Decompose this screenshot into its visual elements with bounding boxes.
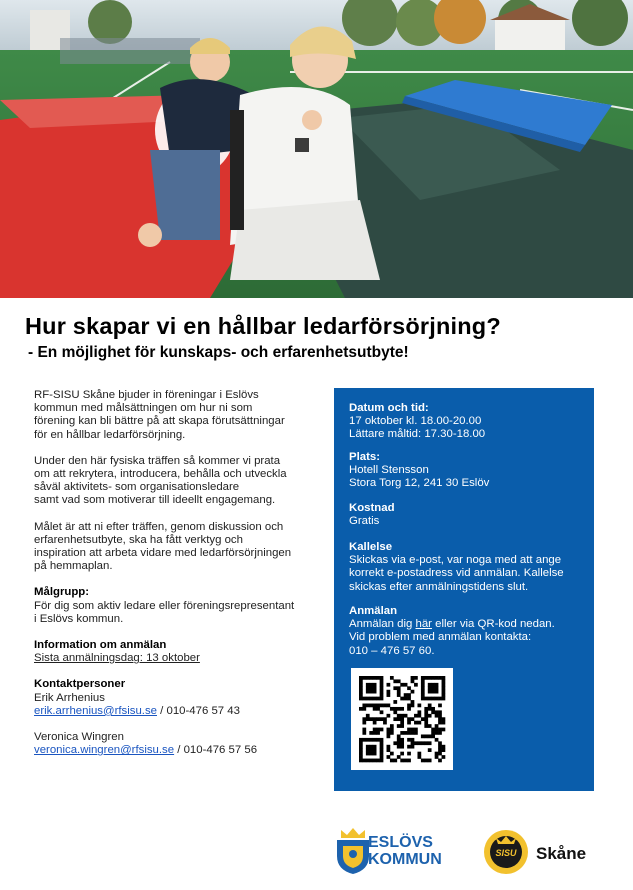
anmalan-pre: Anmälan dig	[349, 618, 416, 631]
anmalan-line-2: Vid problem med anmälan kontakta:	[349, 631, 532, 644]
page-subtitle: - En möjlighet för kunskaps- och erfarenhetsutbyte!	[28, 344, 409, 361]
contact-phone-1: / 010-476 57 43	[156, 704, 240, 717]
qr-code[interactable]	[351, 668, 453, 770]
malgrupp-heading: Målgrupp:	[34, 586, 90, 599]
contact-email-1[interactable]: erik.arrhenius@rfsisu.se	[34, 704, 157, 717]
kostnad-text: Gratis	[349, 515, 380, 528]
deadline-text: Sista anmälningsdag: 13 oktober	[34, 652, 200, 665]
contact-email-2[interactable]: veronica.wingren@rfsisu.se	[34, 744, 175, 757]
intro-paragraph-1: RF-SISU Skåne bjuder in föreningar i Eslövs kommun med målsättningen om hur ni som förening kan bli bättre på att skapa förutsättningar för en hållbar ledarförsörjning.	[34, 389, 285, 441]
eslov-wordmark-line-1: ESLÖVS	[368, 834, 433, 851]
hero-photo	[0, 0, 633, 298]
plats-line-1: Hotell Stensson	[349, 464, 429, 477]
left-column	[34, 389, 296, 770]
kallelse-text: Skickas via e-post, var noga med att ange korrekt e-postadress vid anmälan. Kallelse skickas efter anmälningstidens slut.	[349, 554, 564, 593]
intro-paragraph-3: Målet är att ni efter träffen, genom diskussion och erfarenhetsutbyte, ska ha fått verktyg och inspiration att arbeta vidare med ledarförsörjningen på hemmaplan.	[34, 520, 292, 573]
datum-line-1: 17 oktober kl. 18.00-20.00	[349, 415, 482, 428]
intro-paragraph-2-line-1: Under den här fysiska träffen så kommer vi prata om att rekrytera, introducera, behålla och utveckla såväl aktivitets- som organisationsledare	[34, 454, 287, 494]
intro-paragraph-2	[34, 455, 296, 508]
intro-paragraph-2-line-2: samt vad som motiverar till ideellt engagemang.	[34, 494, 276, 507]
contact-name-1: Erik Arrhenius	[34, 691, 105, 704]
datum-line-2: Lättare måltid: 17.30-18.00	[349, 428, 486, 441]
contact-heading: Kontaktpersoner	[34, 678, 126, 691]
anmalan-info-heading: Information om anmälan	[34, 639, 167, 652]
anmalan-phone: 010 – 476 57 60.	[349, 644, 435, 657]
anmalan-heading: Anmälan	[349, 605, 398, 617]
datum-heading: Datum och tid:	[349, 402, 429, 414]
anmalan-link[interactable]: här	[415, 618, 432, 631]
kallelse-section	[349, 541, 584, 594]
sisu-badge-text: SISU	[495, 848, 517, 858]
eslov-wordmark	[368, 834, 442, 868]
malgrupp-text: För dig som aktiv ledare eller föreningsrepresentant i Eslövs kommun.	[34, 599, 295, 625]
kostnad-section	[349, 502, 584, 528]
malgrupp-section	[34, 586, 296, 626]
page-title: Hur skapar vi en hållbar ledarförsörjning?	[25, 313, 501, 339]
contact-phone-2: / 010-476 57 56	[174, 744, 258, 757]
eslov-wordmark-line-2: KOMMUN	[368, 851, 442, 868]
anmalan-post: eller via QR-kod nedan.	[431, 618, 555, 631]
event-info-box	[334, 388, 594, 791]
anmalan-info-section	[34, 639, 296, 665]
skane-wordmark: Skåne	[536, 844, 587, 863]
contact-section	[34, 678, 296, 718]
anmalan-section	[349, 605, 584, 658]
plats-line-2: Stora Torg 12, 241 30 Eslöv	[349, 477, 490, 490]
rf-sisu-skane-logo	[480, 828, 600, 878]
kostnad-heading: Kostnad	[349, 502, 395, 514]
plats-heading: Plats:	[349, 451, 381, 463]
kallelse-heading: Kallelse	[349, 541, 393, 553]
qr-code-graphic	[351, 668, 453, 770]
contact-section-2	[34, 731, 296, 757]
contact-name-2: Veronica Wingren	[34, 731, 124, 744]
datum-section	[349, 402, 584, 442]
plats-section	[349, 451, 584, 491]
eslov-kommun-logo	[333, 826, 453, 876]
eslov-crest-icon	[333, 826, 373, 876]
